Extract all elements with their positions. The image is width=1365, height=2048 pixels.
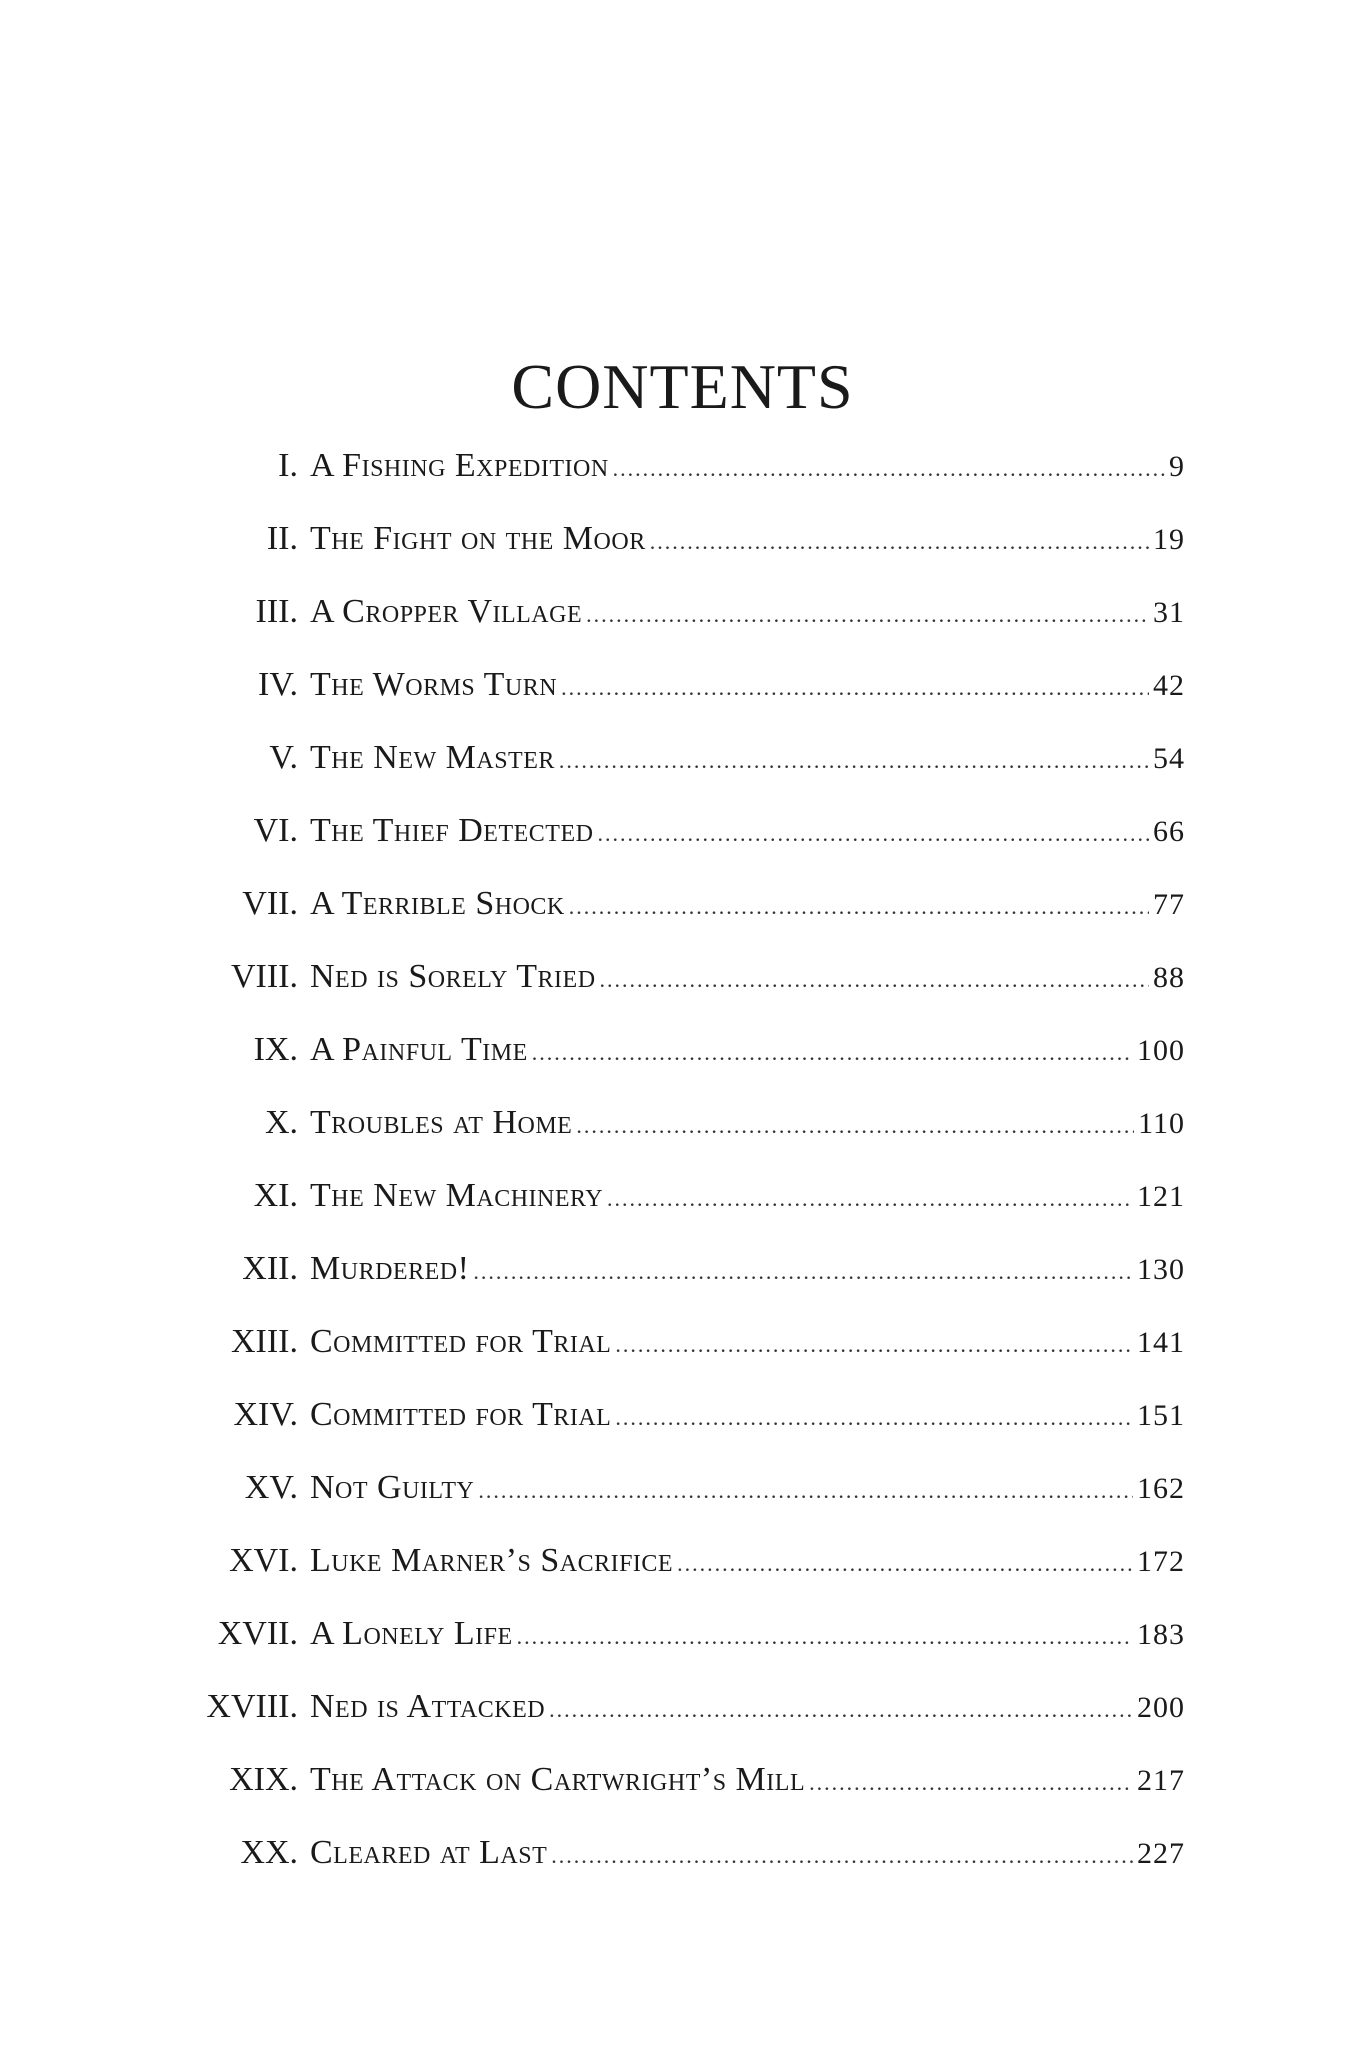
page-number: 200	[1137, 1691, 1185, 1724]
chapter-numeral: VIII.	[230, 958, 298, 995]
toc-entry	[180, 446, 1185, 519]
toc-entry	[180, 1176, 1185, 1249]
toc-entry	[180, 1395, 1185, 1468]
dot-leader	[600, 960, 1149, 1000]
chapter-title: Committed for Trial	[310, 1323, 612, 1360]
chapter-title: Not Guilty	[310, 1469, 475, 1506]
chapter-numeral: XI.	[253, 1177, 298, 1214]
page-number: 100	[1137, 1034, 1185, 1067]
dot-leader	[569, 887, 1149, 927]
chapter-title: The Attack on Cartwright’s Mill	[310, 1761, 806, 1798]
chapter-title: A Lonely Life	[310, 1615, 513, 1652]
chapter-numeral: X.	[264, 1104, 298, 1141]
table-of-contents	[180, 446, 1185, 1906]
dot-leader	[473, 1252, 1133, 1292]
chapter-numeral: XVI.	[229, 1542, 298, 1579]
page-number: 19	[1153, 523, 1185, 556]
toc-entry	[180, 1322, 1185, 1395]
chapter-title: The New Machinery	[310, 1177, 604, 1214]
chapter-title: Ned is Sorely Tried	[310, 958, 596, 995]
toc-entry	[180, 1687, 1185, 1760]
page-number: 141	[1137, 1326, 1185, 1359]
dot-leader	[597, 814, 1149, 854]
dot-leader	[615, 1398, 1133, 1438]
chapter-title: Murdered!	[310, 1250, 470, 1287]
dot-leader	[532, 1033, 1133, 1073]
chapter-numeral: IV.	[258, 666, 298, 703]
dot-leader	[607, 1179, 1133, 1219]
dot-leader	[549, 1690, 1133, 1730]
toc-entry	[180, 592, 1185, 665]
page-number: 110	[1138, 1107, 1185, 1140]
chapter-numeral: XII.	[242, 1250, 298, 1287]
toc-entry	[180, 884, 1185, 957]
chapter-numeral: XIII.	[230, 1323, 298, 1360]
page-number: 9	[1169, 450, 1185, 483]
chapter-title: A Cropper Village	[310, 593, 583, 630]
page-number: 162	[1137, 1472, 1185, 1505]
chapter-numeral: VII.	[242, 885, 298, 922]
chapter-title: Troubles at Home	[310, 1104, 573, 1141]
dot-leader	[615, 1325, 1133, 1365]
chapter-numeral: XVIII.	[206, 1688, 298, 1725]
chapter-title: The Worms Turn	[310, 666, 558, 703]
toc-entry	[180, 1541, 1185, 1614]
toc-entry	[180, 519, 1185, 592]
dot-leader	[677, 1544, 1133, 1584]
page-number: 88	[1153, 961, 1185, 994]
chapter-numeral: VI.	[253, 812, 298, 849]
toc-entry	[180, 1030, 1185, 1103]
page-title: CONTENTS	[511, 350, 854, 422]
page-number: 77	[1153, 888, 1185, 921]
toc-entry	[180, 1468, 1185, 1541]
chapter-title: A Terrible Shock	[310, 885, 565, 922]
chapter-title: The Fight on the Moor	[310, 520, 646, 557]
dot-leader	[650, 522, 1149, 562]
chapter-title: Ned is Attacked	[310, 1688, 546, 1725]
dot-leader	[517, 1617, 1133, 1657]
page-number: 183	[1137, 1618, 1185, 1651]
dot-leader	[559, 741, 1149, 781]
page-number: 227	[1137, 1837, 1185, 1870]
chapter-title: Committed for Trial	[310, 1396, 612, 1433]
dot-leader	[809, 1763, 1133, 1803]
page-number: 66	[1153, 815, 1185, 848]
toc-entry	[180, 957, 1185, 1030]
toc-entry	[180, 1103, 1185, 1176]
toc-entry	[180, 665, 1185, 738]
chapter-numeral: I.	[278, 447, 298, 484]
chapter-numeral: IX.	[253, 1031, 298, 1068]
chapter-numeral: XIV.	[233, 1396, 298, 1433]
chapter-numeral: XV.	[244, 1469, 298, 1506]
dot-leader	[551, 1836, 1133, 1876]
chapter-numeral: III.	[255, 593, 298, 630]
page-number: 172	[1137, 1545, 1185, 1578]
dot-leader	[586, 595, 1149, 635]
page-number: 31	[1153, 596, 1185, 629]
page-number: 54	[1153, 742, 1185, 775]
chapter-numeral: II.	[266, 520, 298, 557]
toc-entry	[180, 1760, 1185, 1833]
page-number: 217	[1137, 1764, 1185, 1797]
chapter-title: A Fishing Expedition	[310, 447, 609, 484]
toc-entry	[180, 1614, 1185, 1687]
toc-entry	[180, 1249, 1185, 1322]
chapter-numeral: XX.	[240, 1834, 298, 1871]
chapter-numeral: XIX.	[229, 1761, 298, 1798]
dot-leader	[613, 449, 1165, 489]
chapter-title: Cleared at Last	[310, 1834, 548, 1871]
chapter-numeral: XVII.	[217, 1615, 298, 1652]
dot-leader	[576, 1106, 1134, 1146]
page-number: 130	[1137, 1253, 1185, 1286]
toc-entry	[180, 811, 1185, 884]
page-number: 151	[1137, 1399, 1185, 1432]
toc-entry	[180, 738, 1185, 811]
dot-leader	[561, 668, 1149, 708]
page-number: 121	[1137, 1180, 1185, 1213]
dot-leader	[478, 1471, 1133, 1511]
toc-entry	[180, 1833, 1185, 1906]
chapter-title: A Painful Time	[310, 1031, 528, 1068]
chapter-title: The Thief Detected	[310, 812, 594, 849]
page-number: 42	[1153, 669, 1185, 702]
chapter-title: The New Master	[310, 739, 555, 776]
chapter-numeral: V.	[269, 739, 298, 776]
chapter-title: Luke Marner’s Sacrifice	[310, 1542, 674, 1579]
